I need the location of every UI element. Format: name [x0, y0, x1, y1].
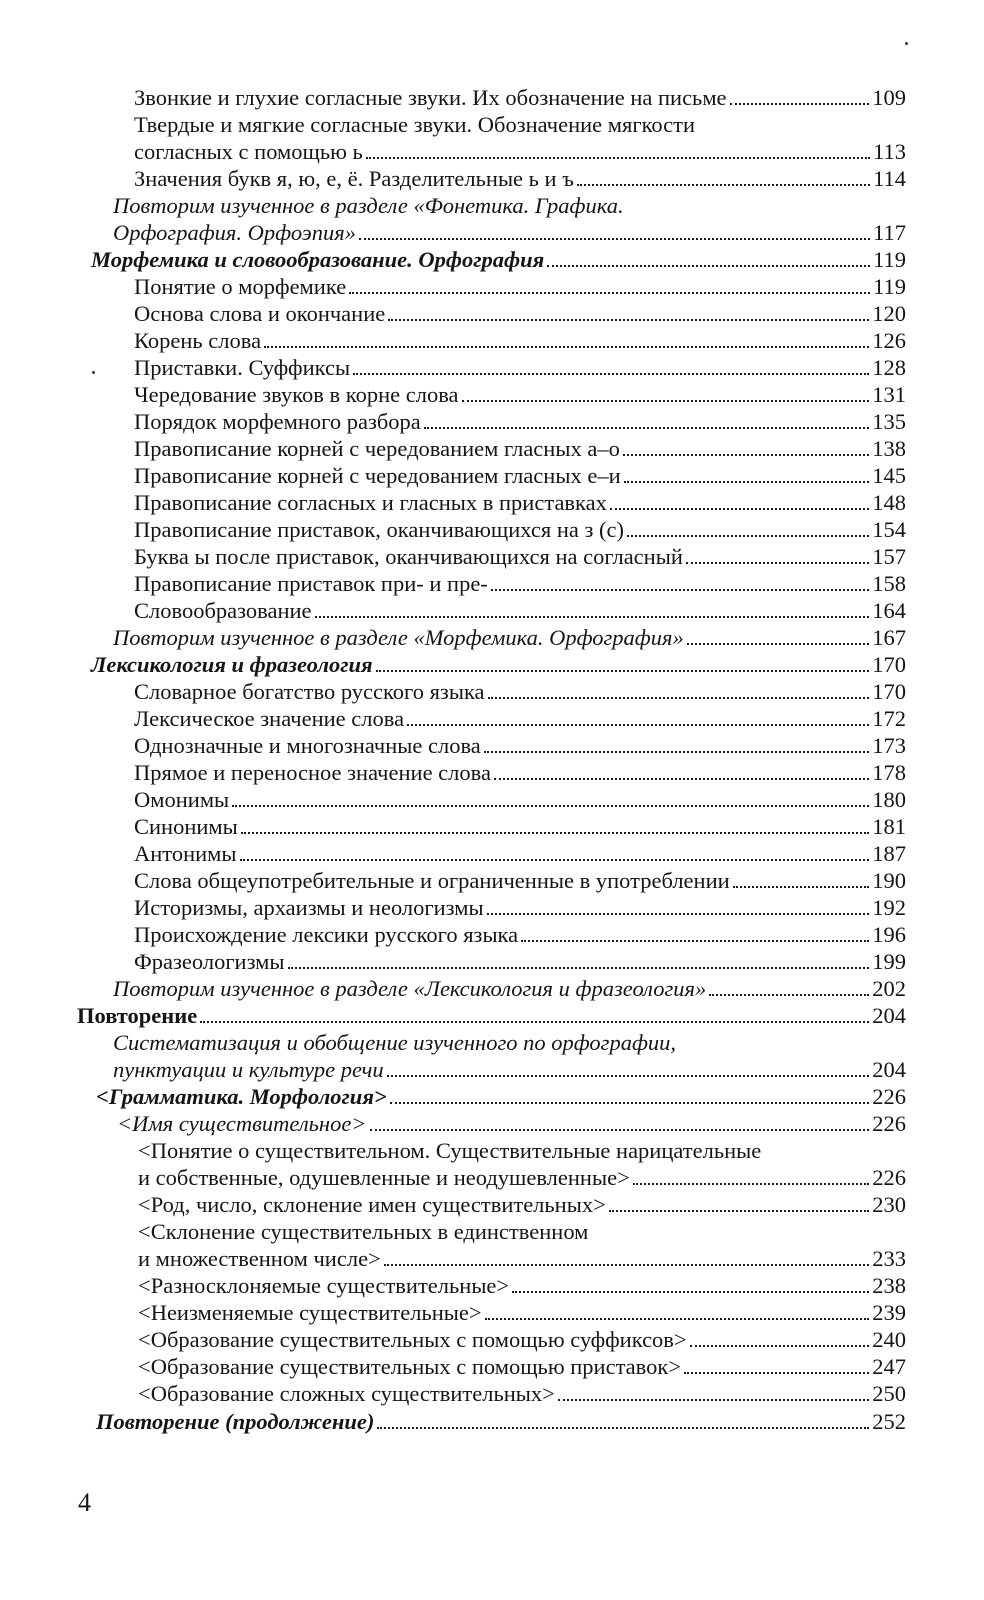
- toc-leader: [387, 1074, 870, 1077]
- toc-leader: [349, 291, 870, 294]
- toc-entry-page: 226: [872, 1165, 906, 1190]
- toc-leader: [521, 939, 869, 942]
- toc-entry-text: Порядок морфемного разбора: [134, 409, 421, 434]
- toc-entry-page: 247: [872, 1354, 906, 1379]
- toc-entry: [134, 165, 906, 192]
- toc-leader: [484, 750, 869, 753]
- toc-entry-text: <Род, число, склонение имен существительных>: [138, 1192, 606, 1217]
- toc-entry-text: Твердые и мягкие согласные звуки. Обозначение мягкости: [134, 112, 696, 137]
- toc-entry-page: 204: [872, 1003, 906, 1028]
- toc-leader: [624, 480, 870, 483]
- toc-entry: [134, 597, 906, 624]
- toc-entry: [134, 327, 906, 354]
- toc-entry-page: 226: [872, 1084, 906, 1109]
- toc-entry-text: Повторение (продолжение): [96, 1409, 375, 1434]
- toc-entry: [113, 624, 906, 651]
- toc-entry-page: 181: [872, 814, 906, 839]
- toc-entry: [134, 948, 906, 975]
- toc-entry: [96, 1408, 906, 1435]
- toc-entry: [138, 1218, 906, 1245]
- toc-leader: [684, 1371, 869, 1374]
- toc-entry-page: 170: [872, 652, 906, 677]
- toc-leader: [377, 1426, 869, 1429]
- toc-leader: [359, 237, 870, 240]
- toc-entry-page: 202: [872, 976, 906, 1001]
- toc-entry-text: Систематизация и обобщение изученного по орфографии,: [113, 1030, 677, 1055]
- toc-leader: [462, 399, 870, 402]
- toc-entry-text: Звонкие и глухие согласные звуки. Их обозначение на письме: [134, 85, 727, 110]
- toc-entry-page: 157: [872, 544, 906, 569]
- toc-leader: [232, 804, 869, 807]
- toc-entry: [134, 489, 906, 516]
- toc-entry-text: Понятие о морфемике: [134, 274, 347, 299]
- toc-entry-page: 199: [872, 949, 906, 974]
- toc-entry-text: Правописание корней с чередованием гласных а–о: [134, 436, 620, 461]
- toc-entry-text: <Образование сложных существительных>: [138, 1381, 555, 1406]
- toc-entry: [134, 921, 906, 948]
- toc-entry-text: <Неизменяемые существительные>: [138, 1300, 482, 1325]
- toc-leader: [366, 156, 870, 159]
- toc-entry: [91, 651, 906, 678]
- toc-entry: [134, 705, 906, 732]
- toc-entry-page: 119: [873, 274, 906, 299]
- toc-entry-page: 250: [872, 1381, 906, 1406]
- toc-entry: [134, 894, 906, 921]
- toc-entry-page: 170: [872, 679, 906, 704]
- toc-entry: [138, 1299, 906, 1326]
- toc-leader: [315, 615, 870, 618]
- toc-entry-text: Фразеологизмы: [134, 949, 285, 974]
- toc-entry: [134, 273, 906, 300]
- toc-entry: [134, 138, 906, 165]
- toc-entry: [134, 111, 906, 138]
- toc-leader: [487, 912, 870, 915]
- toc-entry: [134, 840, 906, 867]
- toc-entry: [138, 1164, 906, 1191]
- toc-entry-text: Лексическое значение слова: [134, 706, 405, 731]
- toc-entry-page: 240: [872, 1327, 906, 1352]
- toc-entry: [134, 381, 906, 408]
- toc-entry-text: Правописание согласных и гласных в приставках: [134, 490, 607, 515]
- scan-speck: [92, 371, 95, 374]
- toc-entry-text: Основа слова и окончание: [134, 301, 386, 326]
- toc-entry: [113, 975, 906, 1002]
- toc-entry-page: 239: [872, 1300, 906, 1325]
- toc-leader: [512, 1290, 869, 1293]
- toc-entry: [134, 570, 906, 597]
- toc-leader: [240, 858, 870, 861]
- toc-leader: [264, 345, 869, 348]
- toc-entry-text: Однозначные и многозначные слова: [134, 733, 481, 758]
- toc-entry-page: 148: [872, 490, 906, 515]
- toc-leader: [627, 534, 869, 537]
- toc-entry-text: Лексикология и фразеология: [91, 652, 373, 677]
- toc-leader: [609, 1209, 869, 1212]
- toc-entry: [134, 300, 906, 327]
- toc-entry-text: Синонимы: [134, 814, 238, 839]
- toc-entry: [113, 1056, 906, 1083]
- toc-leader: [547, 264, 870, 267]
- toc-entry: [134, 813, 906, 840]
- toc-entry-page: 192: [872, 895, 906, 920]
- toc-entry: [134, 732, 906, 759]
- toc-leader: [733, 885, 870, 888]
- toc-entry-page: 138: [872, 436, 906, 461]
- toc-leader: [241, 831, 869, 834]
- toc-leader: [353, 372, 869, 375]
- toc-entry-page: 172: [872, 706, 906, 731]
- toc-entry-page: 252: [872, 1409, 906, 1434]
- toc-entry-page: 114: [873, 166, 906, 191]
- toc-entry-text: Правописание приставок при- и пре-: [134, 571, 488, 596]
- toc-entry: [134, 435, 906, 462]
- page-number: 4: [78, 1488, 91, 1517]
- toc-entry-text: согласных с помощью ь: [134, 139, 363, 164]
- toc-entry-page: 178: [872, 760, 906, 785]
- toc-entry: [134, 678, 906, 705]
- toc-entry-text: Антонимы: [134, 841, 237, 866]
- toc-leader: [687, 642, 870, 645]
- toc-entry-page: 180: [872, 787, 906, 812]
- toc-entry-page: 119: [873, 247, 906, 272]
- toc-entry-text: Повторим изученное в разделе «Лексикология и фразеология»: [113, 976, 707, 1001]
- toc-entry-page: 113: [873, 139, 906, 164]
- toc-entry-page: 204: [872, 1057, 906, 1082]
- toc-entry-page: 164: [872, 598, 906, 623]
- toc-entry-page: 238: [872, 1273, 906, 1298]
- toc-leader: [384, 1263, 870, 1266]
- toc-entry-page: 131: [872, 382, 906, 407]
- toc-leader: [288, 966, 870, 969]
- toc-entry-text: и множественном числе>: [138, 1246, 381, 1271]
- toc-entry: [134, 867, 906, 894]
- toc-leader: [488, 696, 870, 699]
- toc-entry-text: Историзмы, архаизмы и неологизмы: [134, 895, 484, 920]
- toc-leader: [558, 1398, 869, 1401]
- toc-entry: [138, 1326, 906, 1353]
- toc-entry-page: 154: [872, 517, 906, 542]
- toc-entry-page: 145: [872, 463, 906, 488]
- toc-entry-page: 135: [872, 409, 906, 434]
- toc-entry-page: 167: [872, 625, 906, 650]
- toc-entry-page: 190: [872, 868, 906, 893]
- toc-leader: [388, 318, 869, 321]
- toc-entry-page: 187: [872, 841, 906, 866]
- toc-entry-text: Повторим изученное в разделе «Морфемика. Орфография»: [113, 625, 684, 650]
- toc-entry-text: Чередование звуков в корне слова: [134, 382, 459, 407]
- toc-leader: [577, 183, 870, 186]
- toc-leader: [494, 777, 869, 780]
- toc-leader: [370, 1128, 870, 1131]
- toc-entry: [91, 246, 906, 273]
- toc-leader: [610, 507, 869, 510]
- toc-entry: [134, 543, 906, 570]
- toc-entry-text: <Образование существительных с помощью суффиксов>: [138, 1327, 687, 1352]
- toc-entry-text: и собственные, одушевленные и неодушевленные>: [138, 1165, 630, 1190]
- toc-entry: [96, 1083, 906, 1110]
- toc-entry-text: Повторим изученное в разделе «Фонетика. Графика.: [113, 193, 624, 218]
- scan-speck: [905, 42, 908, 45]
- toc-entry-page: 126: [872, 328, 906, 353]
- toc-entry-text: Корень слова: [134, 328, 262, 353]
- toc-entry-text: Происхождение лексики русского языка: [134, 922, 519, 947]
- toc-entry-text: Повторение: [77, 1003, 198, 1028]
- toc-entry-text: Буква ы после приставок, оканчивающихся на согласный: [134, 544, 683, 569]
- toc-entry-page: 226: [872, 1111, 906, 1136]
- toc-entry-text: пунктуации и культуре речи: [113, 1057, 384, 1082]
- toc-entry-page: 230: [872, 1192, 906, 1217]
- toc-entry-text: <Разносклоняемые существительные>: [138, 1273, 510, 1298]
- toc-entry: [134, 759, 906, 786]
- toc-entry-page: 196: [872, 922, 906, 947]
- toc-entry: [138, 1137, 906, 1164]
- toc-leader: [709, 993, 869, 996]
- toc-entry-text: <Образование существительных с помощью приставок>: [138, 1354, 682, 1379]
- toc-leader: [491, 588, 869, 591]
- toc-entry-page: 128: [872, 355, 906, 380]
- toc-entry: [134, 408, 906, 435]
- toc-leader: [730, 102, 870, 105]
- toc-entry-page: 158: [872, 571, 906, 596]
- toc-entry: [134, 462, 906, 489]
- toc-entry-text: Омонимы: [134, 787, 230, 812]
- toc-entry: [117, 1110, 906, 1137]
- toc-entry: [113, 219, 906, 246]
- toc-entry: [113, 192, 906, 219]
- toc-leader: [407, 723, 869, 726]
- toc-entry-text: Значения букв я, ю, е, ё. Разделительные ь и ъ: [134, 166, 574, 191]
- toc-entry: [134, 354, 906, 381]
- toc-entry-text: <Понятие о существительном. Существительные нарицательные: [138, 1138, 762, 1163]
- toc-entry-page: 233: [872, 1246, 906, 1271]
- toc-entry: [138, 1245, 906, 1272]
- toc-leader: [376, 669, 870, 672]
- toc-entry: [113, 1029, 906, 1056]
- toc-entry: [134, 786, 906, 813]
- toc-leader: [424, 426, 869, 429]
- toc-leader: [485, 1317, 870, 1320]
- toc-entry-text: Приставки. Суффиксы: [134, 355, 351, 380]
- toc-entry-page: 173: [872, 733, 906, 758]
- toc-entry: [138, 1272, 906, 1299]
- toc-entry-text: Словообразование: [134, 598, 312, 623]
- toc-entry: [138, 1353, 906, 1380]
- toc-leader: [686, 561, 869, 564]
- toc-entry-text: <Грамматика. Морфология>: [96, 1084, 387, 1109]
- toc-leader: [200, 1020, 869, 1023]
- toc-entry-page: 120: [872, 301, 906, 326]
- toc-leader: [690, 1344, 870, 1347]
- toc-entry: [77, 1002, 906, 1029]
- toc-entry-page: 109: [872, 85, 906, 110]
- toc-leader: [390, 1101, 870, 1104]
- toc-entry: [134, 84, 906, 111]
- toc-entry-text: <Склонение существительных в единственном: [138, 1219, 589, 1244]
- toc-leader: [623, 453, 869, 456]
- toc-entry-page: 117: [873, 220, 906, 245]
- toc-entry: [138, 1191, 906, 1218]
- toc-entry-text: Прямое и переносное значение слова: [134, 760, 491, 785]
- toc-entry-text: Правописание корней с чередованием гласных е–и: [134, 463, 621, 488]
- toc-entry: [138, 1380, 906, 1407]
- toc-entry-text: <Имя существительное>: [117, 1111, 367, 1136]
- toc-entry-text: Слова общеупотребительные и ограниченные в употреблении: [134, 868, 730, 893]
- toc-entry-text: Морфемика и словообразование. Орфография: [91, 247, 545, 272]
- toc-leader: [633, 1182, 869, 1185]
- toc-entry: [134, 516, 906, 543]
- toc-entry-text: Правописание приставок, оканчивающихся на з (с): [134, 517, 624, 542]
- toc-entry-text: Словарное богатство русского языка: [134, 679, 485, 704]
- toc-entry-text: Орфография. Орфоэпия»: [113, 220, 356, 245]
